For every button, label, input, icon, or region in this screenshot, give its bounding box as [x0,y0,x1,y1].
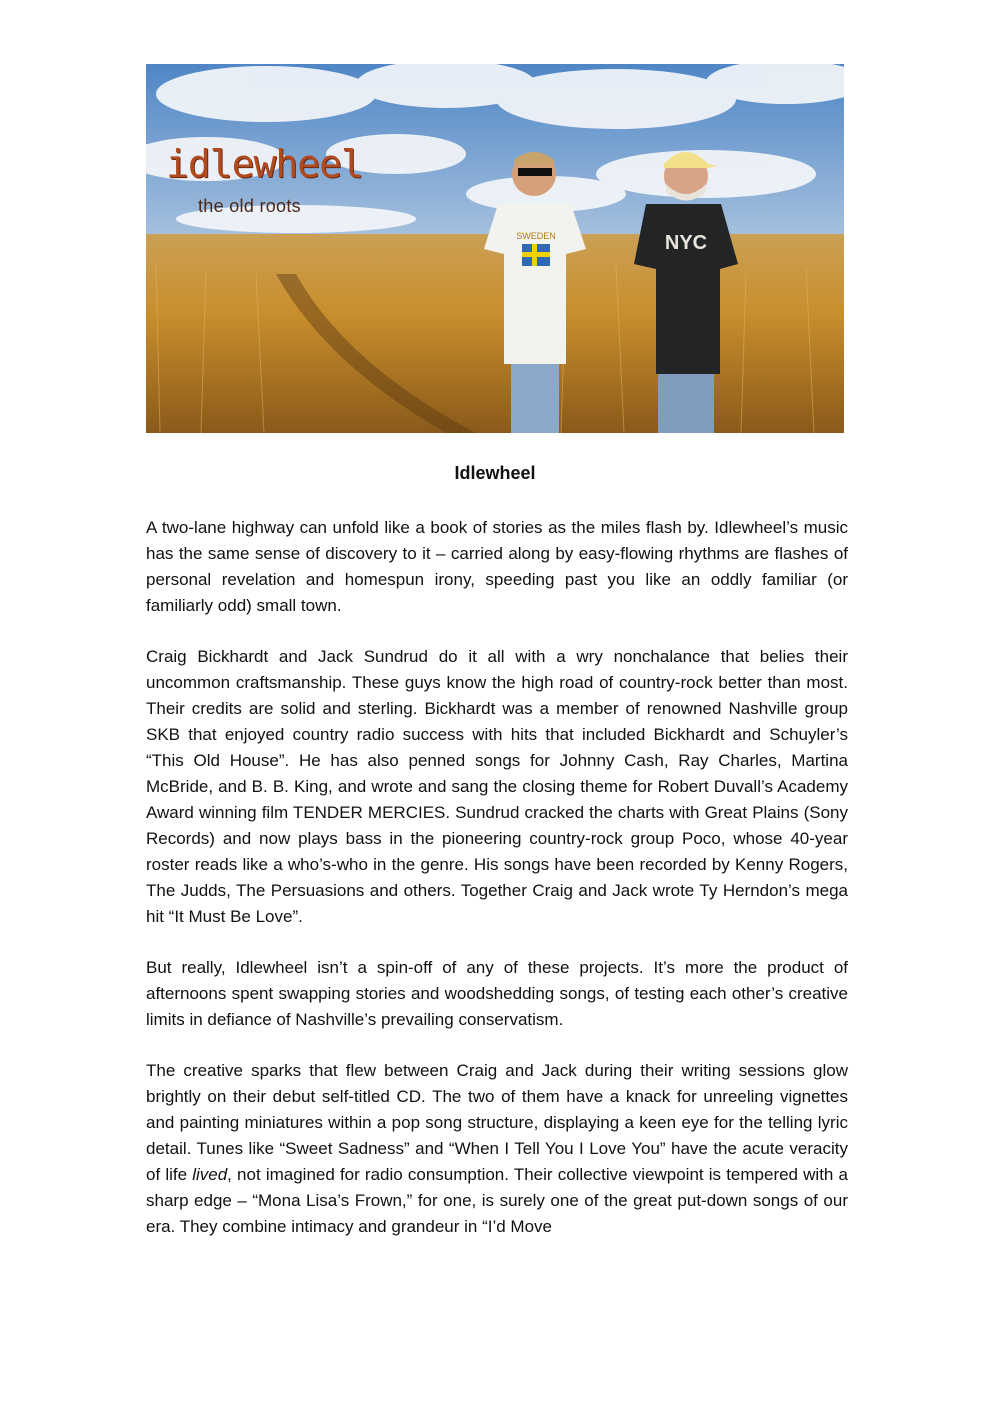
paragraph-1: A two-lane highway can unfold like a book of stories as the miles flash by. Idlewheel’s music has the same sense of discovery to it – carried along by easy-flowing rhythms are flashes of personal revelation and homespun irony, speeding past you like an oddly familiar (or familiarly odd) small town. [146,518,848,615]
band-photo-illustration [146,64,844,433]
paragraph-3: But really, Idlewheel isn’t a spin-off of any of these projects. It’s more the product of afternoons spent swapping stories and woodshedding songs, of testing each other’s creative limits in defiance of Nashville’s prevailing conservatism. [146,958,848,1029]
document-body [146,515,848,1265]
shirt-right-text: NYC [664,232,708,254]
shirt-left-text: SWEDEN [516,231,556,241]
band-photo [146,64,844,433]
paragraph-4-emphasis: lived [192,1165,228,1184]
idlewheel-logo: idlewheel [166,142,363,186]
paragraph-4 [146,1058,848,1240]
logo-tagline: the old roots [198,196,301,216]
paragraph-4-text-after: , not imagined for radio consumption. Their collective viewpoint is tempered with a sharp edge – “Mona Lisa’s Frown,” for one, is surely one of the great put-down songs of our era. They combine intimacy and grandeur in “I’d Move [146,1165,848,1236]
wheat-field [146,234,844,433]
paragraph-4-text-before: The creative sparks that flew between Craig and Jack during their writing sessions glow brightly on their debut self-titled CD. The two of them have a knack for unreeling vignettes and painting miniatures within a pop song structure, displaying a keen eye for the telling lyric detail. Tunes like “Sweet Sadness” and “When I Tell You I Love You” have the acute veracity of life [146,1061,848,1184]
document-title: Idlewheel [454,463,536,483]
paragraph-2: Craig Bickhardt and Jack Sundrud do it all with a wry nonchalance that belies their uncommon craftsmanship. These guys know the high road of country-rock better than most. Their credits are solid and sterling. Bickhardt was a member of renowned Nashville group SKB that enjoyed country radio success with hits that included Bickhardt and Schuyler’s “This Old House”. He has also penned songs for Johnny Cash, Ray Charles, Martina McBride, and B. B. King, and wrote and sang the closing theme for Robert Duvall’s Academy Award winning film TENDER MERCIES. Sundrud cracked the charts with Great Plains (Sony Records) and now plays bass in the pioneering country-rock group Poco, whose 40-year roster reads like a who’s-who in the genre. His songs have been recorded by Kenny Rogers, The Judds, The Persuasions and others. Together Craig and Jack wrote Ty Herndon’s mega hit “It Must Be Love”. [146,647,848,926]
